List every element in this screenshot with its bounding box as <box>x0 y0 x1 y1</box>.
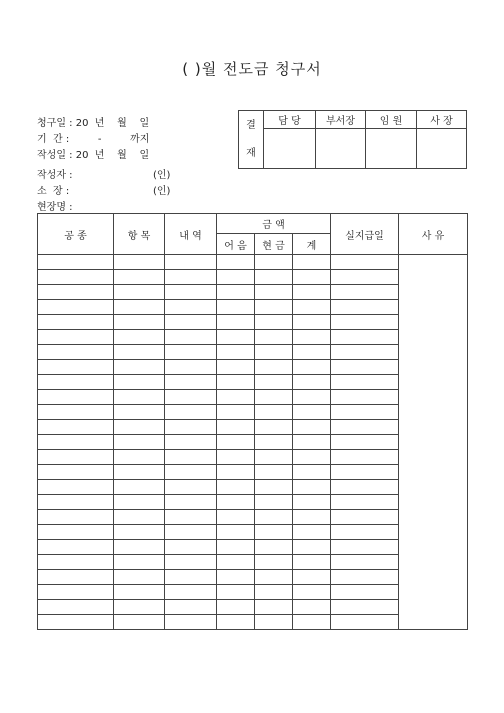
table-cell[interactable] <box>255 600 293 615</box>
table-cell[interactable] <box>38 405 114 420</box>
table-cell[interactable] <box>255 360 293 375</box>
table-cell[interactable] <box>217 270 255 285</box>
table-cell[interactable] <box>293 540 331 555</box>
approval-col-president: 사 장 <box>417 111 467 129</box>
header-cash: 현 금 <box>255 234 293 255</box>
claim-table <box>37 213 468 630</box>
table-cell[interactable] <box>217 615 255 630</box>
table-cell[interactable] <box>293 285 331 300</box>
table-cell[interactable] <box>38 555 114 570</box>
table-cell[interactable] <box>165 390 217 405</box>
table-cell[interactable] <box>217 285 255 300</box>
table-cell[interactable] <box>114 450 165 465</box>
table-cell[interactable] <box>217 345 255 360</box>
table-cell[interactable] <box>255 525 293 540</box>
table-cell[interactable] <box>331 540 399 555</box>
table-cell[interactable] <box>293 615 331 630</box>
table-cell[interactable] <box>293 555 331 570</box>
table-cell[interactable] <box>217 300 255 315</box>
table-cell[interactable] <box>255 480 293 495</box>
table-cell[interactable] <box>114 480 165 495</box>
approval-label-bottom: 재 <box>246 147 256 159</box>
table-cell[interactable] <box>255 330 293 345</box>
table-cell[interactable] <box>165 615 217 630</box>
page-title: ( )월 전도금 청구서 <box>182 60 322 78</box>
table-cell[interactable] <box>217 465 255 480</box>
table-cell[interactable] <box>38 315 114 330</box>
table-cell[interactable] <box>114 315 165 330</box>
table-cell[interactable] <box>255 300 293 315</box>
table-cell[interactable] <box>217 435 255 450</box>
table-cell[interactable] <box>38 450 114 465</box>
table-cell[interactable] <box>38 465 114 480</box>
table-cell[interactable] <box>165 525 217 540</box>
table-cell[interactable] <box>255 315 293 330</box>
table-cell[interactable] <box>255 255 293 270</box>
table-cell[interactable] <box>114 465 165 480</box>
header-total: 계 <box>293 234 331 255</box>
table-cell[interactable] <box>217 495 255 510</box>
table-cell[interactable] <box>114 360 165 375</box>
approval-sign-president[interactable] <box>417 129 467 169</box>
table-cell[interactable] <box>331 405 399 420</box>
table-cell[interactable] <box>114 405 165 420</box>
table-cell[interactable] <box>255 555 293 570</box>
table-cell[interactable] <box>217 405 255 420</box>
header-bill: 어 음 <box>217 234 255 255</box>
table-cell[interactable] <box>217 450 255 465</box>
table-cell[interactable] <box>38 345 114 360</box>
table-cell[interactable] <box>293 345 331 360</box>
table-cell[interactable] <box>331 300 399 315</box>
header-reason: 사 유 <box>399 214 468 255</box>
table-cell[interactable] <box>165 435 217 450</box>
reason-cell[interactable] <box>399 255 468 630</box>
table-cell[interactable] <box>293 525 331 540</box>
approval-col-executive: 임 원 <box>366 111 417 129</box>
table-cell[interactable] <box>217 540 255 555</box>
table-cell[interactable] <box>293 405 331 420</box>
table-cell[interactable] <box>165 270 217 285</box>
table-cell[interactable] <box>255 540 293 555</box>
approval-box <box>238 110 467 169</box>
table-cell[interactable] <box>255 570 293 585</box>
table-cell[interactable] <box>114 375 165 390</box>
table-cell[interactable] <box>331 375 399 390</box>
table-cell[interactable] <box>255 510 293 525</box>
table-cell[interactable] <box>165 315 217 330</box>
table-cell[interactable] <box>255 405 293 420</box>
writer-seal: (인) <box>153 170 171 181</box>
table-cell[interactable] <box>331 345 399 360</box>
table-cell[interactable] <box>293 330 331 345</box>
table-cell[interactable] <box>331 420 399 435</box>
table-cell[interactable] <box>217 375 255 390</box>
table-cell[interactable] <box>293 270 331 285</box>
table-cell[interactable] <box>38 285 114 300</box>
table-cell[interactable] <box>165 345 217 360</box>
claim-date-line: 청구일 : 20 년 월 일 <box>37 118 150 129</box>
table-cell[interactable] <box>331 330 399 345</box>
director-label: 소 장 : <box>37 186 70 197</box>
table-cell[interactable] <box>255 285 293 300</box>
table-cell[interactable] <box>255 615 293 630</box>
table-cell[interactable] <box>114 510 165 525</box>
table-cell[interactable] <box>293 420 331 435</box>
table-cell[interactable] <box>331 525 399 540</box>
table-cell[interactable] <box>165 405 217 420</box>
table-cell[interactable] <box>331 585 399 600</box>
table-cell[interactable] <box>331 465 399 480</box>
table-cell[interactable] <box>293 510 331 525</box>
table-cell[interactable] <box>38 510 114 525</box>
table-cell[interactable] <box>293 315 331 330</box>
table-cell[interactable] <box>165 540 217 555</box>
table-cell[interactable] <box>331 390 399 405</box>
table-cell[interactable] <box>255 585 293 600</box>
table-cell[interactable] <box>38 255 114 270</box>
header-pay-date: 실지급일 <box>331 214 399 255</box>
table-cell[interactable] <box>217 330 255 345</box>
table-cell[interactable] <box>331 360 399 375</box>
table-cell[interactable] <box>293 360 331 375</box>
table-cell[interactable] <box>165 420 217 435</box>
table-cell[interactable] <box>331 600 399 615</box>
table-cell[interactable] <box>114 285 165 300</box>
approval-col-dept-head: 부서장 <box>316 111 366 129</box>
table-cell[interactable] <box>293 390 331 405</box>
table-cell[interactable] <box>293 480 331 495</box>
table-cell[interactable] <box>217 510 255 525</box>
approval-sign-executive[interactable] <box>366 129 417 169</box>
approval-sign-dept-head[interactable] <box>316 129 366 169</box>
table-cell[interactable] <box>38 375 114 390</box>
table-cell[interactable] <box>38 435 114 450</box>
table-cell[interactable] <box>114 615 165 630</box>
table-cell[interactable] <box>217 360 255 375</box>
table-cell[interactable] <box>38 585 114 600</box>
table-cell[interactable] <box>217 255 255 270</box>
table-cell[interactable] <box>217 315 255 330</box>
table-cell[interactable] <box>255 345 293 360</box>
table-cell[interactable] <box>114 330 165 345</box>
table-cell[interactable] <box>38 390 114 405</box>
table-cell[interactable] <box>165 330 217 345</box>
table-cell[interactable] <box>38 570 114 585</box>
table-cell[interactable] <box>217 600 255 615</box>
table-cell[interactable] <box>114 435 165 450</box>
table-cell[interactable] <box>38 525 114 540</box>
table-cell[interactable] <box>255 435 293 450</box>
table-cell[interactable] <box>38 300 114 315</box>
table-cell[interactable] <box>114 300 165 315</box>
approval-label-top: 결 <box>246 119 256 131</box>
table-cell[interactable] <box>165 570 217 585</box>
approval-col-staff: 담 당 <box>264 111 316 129</box>
approval-label-cell <box>239 111 264 169</box>
table-cell[interactable] <box>38 615 114 630</box>
table-cell[interactable] <box>38 600 114 615</box>
site-name-label: 현장명 : <box>37 202 73 213</box>
table-cell[interactable] <box>331 555 399 570</box>
table-cell[interactable] <box>217 390 255 405</box>
table-cell[interactable] <box>293 570 331 585</box>
write-date-line: 작성일 : 20 년 월 일 <box>37 150 150 161</box>
table-cell[interactable] <box>38 480 114 495</box>
table-cell[interactable] <box>293 375 331 390</box>
table-cell[interactable] <box>255 270 293 285</box>
table-cell[interactable] <box>165 255 217 270</box>
table-cell[interactable] <box>165 285 217 300</box>
table-cell[interactable] <box>38 330 114 345</box>
table-cell[interactable] <box>38 270 114 285</box>
table-cell[interactable] <box>255 450 293 465</box>
table-cell[interactable] <box>165 555 217 570</box>
table-cell[interactable] <box>331 435 399 450</box>
table-cell[interactable] <box>38 495 114 510</box>
table-cell[interactable] <box>217 555 255 570</box>
table-cell[interactable] <box>331 255 399 270</box>
table-cell[interactable] <box>38 360 114 375</box>
table-cell[interactable] <box>331 285 399 300</box>
table-cell[interactable] <box>114 585 165 600</box>
table-cell[interactable] <box>293 255 331 270</box>
table-cell[interactable] <box>165 495 217 510</box>
table-cell[interactable] <box>114 420 165 435</box>
table-cell[interactable] <box>114 345 165 360</box>
header-work-type: 공 종 <box>38 214 114 255</box>
header-item: 항 목 <box>114 214 165 255</box>
writer-label: 작성자 : <box>37 170 73 181</box>
table-cell[interactable] <box>331 510 399 525</box>
table-cell[interactable] <box>38 540 114 555</box>
table-cell[interactable] <box>114 495 165 510</box>
table-cell[interactable] <box>165 450 217 465</box>
table-cell[interactable] <box>331 270 399 285</box>
table-cell[interactable] <box>217 525 255 540</box>
table-cell[interactable] <box>114 525 165 540</box>
table-cell[interactable] <box>293 300 331 315</box>
table-cell[interactable] <box>331 495 399 510</box>
table-cell[interactable] <box>293 450 331 465</box>
table-cell[interactable] <box>293 435 331 450</box>
table-cell[interactable] <box>114 600 165 615</box>
table-cell[interactable] <box>217 570 255 585</box>
table-cell[interactable] <box>114 570 165 585</box>
table-cell[interactable] <box>114 255 165 270</box>
table-cell[interactable] <box>293 600 331 615</box>
table-cell[interactable] <box>165 600 217 615</box>
table-cell[interactable] <box>255 390 293 405</box>
table-cell[interactable] <box>114 270 165 285</box>
table-cell[interactable] <box>255 495 293 510</box>
table-cell[interactable] <box>165 585 217 600</box>
table-cell[interactable] <box>217 480 255 495</box>
table-cell[interactable] <box>114 540 165 555</box>
table-cell[interactable] <box>165 375 217 390</box>
approval-sign-staff[interactable] <box>264 129 316 169</box>
table-cell[interactable] <box>165 510 217 525</box>
header-amount: 금 액 <box>217 214 331 234</box>
table-cell[interactable] <box>293 465 331 480</box>
table-cell[interactable] <box>217 420 255 435</box>
table-cell[interactable] <box>165 300 217 315</box>
table-cell[interactable] <box>331 450 399 465</box>
table-cell[interactable] <box>217 585 255 600</box>
table-cell[interactable] <box>331 570 399 585</box>
table-cell[interactable] <box>293 585 331 600</box>
table-cell[interactable] <box>331 615 399 630</box>
table-cell[interactable] <box>165 465 217 480</box>
table-cell[interactable] <box>38 420 114 435</box>
table-cell[interactable] <box>255 465 293 480</box>
table-cell[interactable] <box>293 495 331 510</box>
table-cell[interactable] <box>165 480 217 495</box>
period-line: 기 간 : - 까지 <box>37 134 150 145</box>
director-seal: (인) <box>153 186 171 197</box>
table-cell[interactable] <box>331 315 399 330</box>
header-details: 내 역 <box>165 214 217 255</box>
table-cell[interactable] <box>331 480 399 495</box>
table-row <box>38 255 468 270</box>
table-cell[interactable] <box>114 555 165 570</box>
table-cell[interactable] <box>255 375 293 390</box>
table-cell[interactable] <box>255 420 293 435</box>
table-cell[interactable] <box>114 390 165 405</box>
table-cell[interactable] <box>165 360 217 375</box>
